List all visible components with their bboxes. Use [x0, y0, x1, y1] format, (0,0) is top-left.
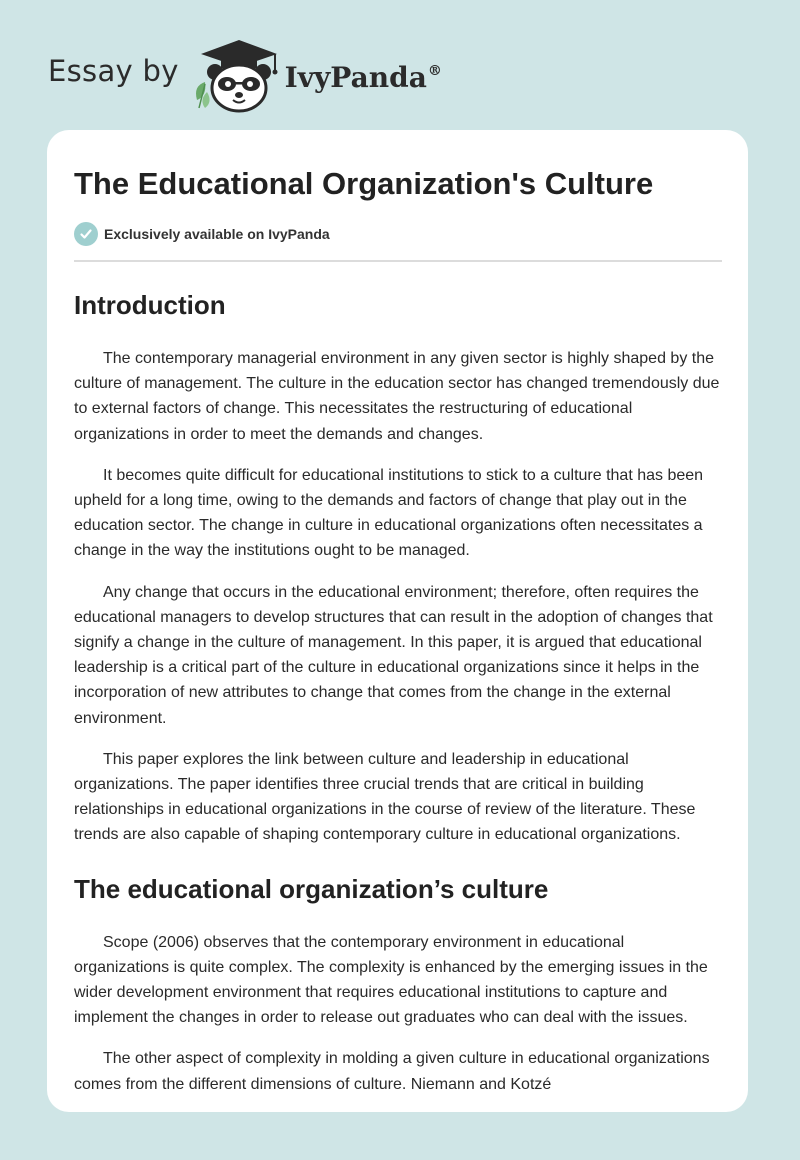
brand-name: IvyPanda®	[284, 60, 442, 94]
paragraph: This paper explores the link between culture and leadership in educational organizations. The paper identifies three crucial trends that are critical in building relationships in educational organizations in the course of review of the literature. These trends are also capable of shaping contemporary culture in educational organizations.	[74, 750, 696, 844]
article-card	[47, 130, 748, 1112]
page-title: The Educational Organization's Culture	[74, 166, 654, 201]
section-heading-introduction: Introduction	[74, 290, 226, 320]
paragraph: Any change that occurs in the educational environment; therefore, often requires the educational managers to develop structures that can result in the adoption of changes that signify a change in the culture of management. In this paper, it is argued that educational leadership is a critical part of the culture in educational organizations since it helps in the incorporation of new attributes to change that comes from the change in the external environment.	[74, 583, 713, 727]
brand-prefix: Essay by	[48, 54, 179, 88]
exclusive-badge-text: Exclusively available on IvyPanda	[104, 226, 330, 242]
divider	[74, 260, 722, 262]
exclusive-badge	[74, 222, 722, 246]
site-header-logo[interactable]	[48, 34, 442, 114]
paragraph: Scope (2006) observes that the contemporary environment in educational organizations is quite complex. The complexity is enhanced by the emerging issues in the wider development environment that requires educational institutions to capture and implement the changes in order to release out graduates who can deal with the issues.	[74, 933, 708, 1027]
paragraph: The contemporary managerial environment in any given sector is highly shaped by the culture of management. The culture in the education sector has changed tremendously due to external factors of change. This necessitates the restructuring of educational organizations in order to meet the demands and changes.	[74, 350, 720, 443]
check-circle-icon	[74, 222, 98, 246]
paragraph: It becomes quite difficult for educational institutions to stick to a culture that has been upheld for a long time, owing to the demands and factors of change that play out in the education sector. The change in culture in educational organizations often necessitates a change in the way the institutions ought to be managed.	[74, 466, 704, 560]
section-heading-culture: The educational organization’s culture	[74, 873, 549, 904]
panda-graduate-icon	[191, 34, 283, 114]
paragraph: The other aspect of complexity in molding a given culture in educational organizations comes from the different dimensions of culture. Niemann and Kotzé	[74, 1050, 710, 1093]
